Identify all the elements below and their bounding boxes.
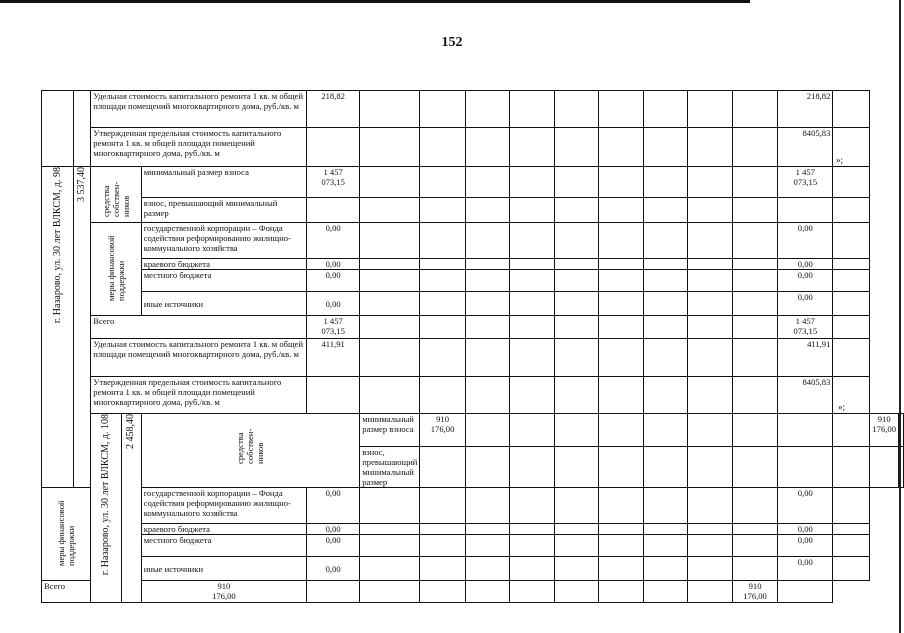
value-cell: 1 457 073,15 — [778, 167, 833, 198]
row-label-total: Всего — [91, 316, 307, 339]
row-label-limit-cost: Утвержденная предельная стоимость капитального ремонта 1 кв. м общей площади помещений многоквартирного дома, руб./кв. м — [91, 377, 307, 414]
value-cell: 218,82 — [307, 91, 360, 128]
row-label-excess-contribution: взнос, превышающий минимальный размер — [141, 198, 306, 223]
row-label-limit-cost: Утвержденная предельная стоимость капитального ремонта 1 кв. м общей площади помещений многоквартирного дома, руб./кв. м — [91, 128, 307, 167]
row-label-min-contribution: минимальный размер взноса — [360, 414, 420, 447]
row-label-excess-contribution: взнос, превышающий минимальный размер — [360, 447, 420, 488]
owners-funds-label: средства собствен-ников — [91, 167, 141, 223]
house1-area: 3 537,40 — [74, 167, 91, 488]
row-label-local: местного бюджета — [141, 270, 306, 292]
table-row — [42, 316, 904, 339]
table-row — [42, 524, 904, 535]
house2-area: 2 458,40 — [121, 414, 141, 603]
support-measures-label: меры финансовой поддержки — [42, 488, 91, 581]
row-label-regional: краевого бюджета — [141, 259, 306, 270]
value-cell: 1 457 073,15 — [307, 316, 360, 339]
value-cell: 910 176,00 — [870, 414, 899, 447]
value-cell: 0,00 — [307, 259, 360, 270]
row-label-min-contribution: минимальный размер взноса — [141, 167, 306, 198]
table-row — [42, 414, 904, 447]
row-label-regional: краевого бюджета — [141, 524, 306, 535]
row-label-total: Всего — [42, 581, 122, 603]
address-cell-prev — [42, 91, 74, 167]
row-label-other: иные источники — [141, 557, 306, 581]
value-cell: 0,00 — [307, 557, 360, 581]
value-cell: 0,00 — [307, 488, 360, 524]
value-cell: 0,00 — [307, 292, 360, 316]
house2-address: г. Назарово, ул. 30 лет ВЛКСМ, д. 108 — [91, 414, 122, 603]
value-cell: 0,00 — [307, 535, 360, 557]
area-cell-prev — [74, 91, 91, 167]
table-row — [42, 339, 904, 377]
value-cell: 0,00 — [778, 292, 833, 316]
owners-funds-label: средства собствен-ников — [141, 414, 360, 488]
table-row — [42, 292, 904, 316]
table-row — [42, 91, 904, 128]
value-cell: 8405,83 — [778, 128, 833, 167]
value-cell: 0,00 — [307, 524, 360, 535]
row-label-fund: государственной корпорации – Фонда содействия реформированию жилищно-коммунального хозяйства — [141, 223, 306, 259]
row-label-specific-cost: Удельная стоимость капитального ремонта 1 кв. м общей площади помещений многоквартирного дома, руб./кв. м — [91, 91, 307, 128]
value-cell: 8405,83 — [778, 377, 833, 414]
support-measures-label: меры финансовой поддержки — [91, 223, 141, 316]
value-cell: 0,00 — [307, 270, 360, 292]
value-cell: 910 176,00 — [141, 581, 306, 603]
value-cell: 0,00 — [778, 557, 833, 581]
table-row — [42, 557, 904, 581]
value-cell: 0,00 — [778, 524, 833, 535]
row-label-local: местного бюджета — [141, 535, 306, 557]
value-cell: 1 457 073,15 — [778, 316, 833, 339]
value-cell: 910 176,00 — [420, 414, 465, 447]
table-row — [42, 581, 904, 603]
value-cell: 0,00 — [778, 488, 833, 524]
table-row — [42, 198, 904, 223]
row-label-other: иные источники — [141, 292, 306, 316]
value-cell: 910 176,00 — [732, 581, 777, 603]
table-row — [42, 167, 904, 198]
page-top-edge — [0, 0, 750, 3]
table-row — [42, 270, 904, 292]
page-number: 152 — [441, 35, 463, 50]
closing-quote-house1: »; — [838, 402, 846, 412]
value-cell: 0,00 — [778, 270, 833, 292]
table-row — [42, 223, 904, 259]
house1-address: г. Назарово, ул. 30 лет ВЛКСМ, д. 98 — [42, 167, 74, 488]
table-row — [42, 259, 904, 270]
table-row — [42, 128, 904, 167]
closing-quote-top: »; — [836, 155, 844, 165]
value-cell: 411,91 — [307, 339, 360, 377]
table-row — [42, 488, 904, 524]
value-cell: 0,00 — [778, 535, 833, 557]
value-cell: 411,91 — [778, 339, 833, 377]
row-label-fund: государственной корпорации – Фонда содействия реформированию жилищно-коммунального хозяйства — [141, 488, 306, 524]
capital-repair-table — [41, 90, 904, 603]
table-row — [42, 377, 904, 414]
value-cell: 218,82 — [778, 91, 833, 128]
value-cell: 1 457 073,15 — [307, 167, 360, 198]
value-cell: 0,00 — [778, 223, 833, 259]
row-label-specific-cost: Удельная стоимость капитального ремонта 1 кв. м общей площади помещений многоквартирного дома, руб./кв. м — [91, 339, 307, 377]
table-row — [42, 535, 904, 557]
value-cell: 0,00 — [307, 223, 360, 259]
value-cell: 0,00 — [778, 259, 833, 270]
